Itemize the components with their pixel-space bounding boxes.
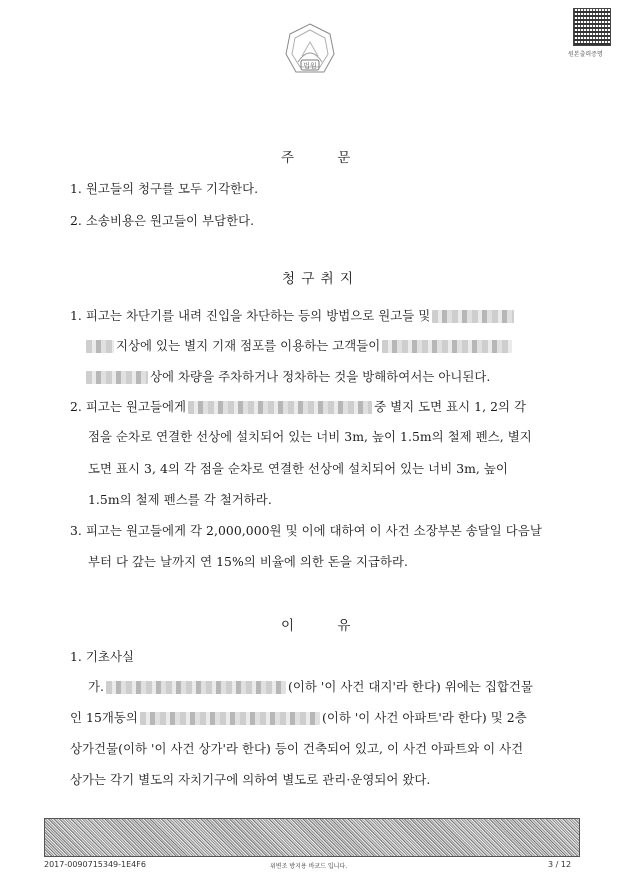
reason-para-line2-text-a: 인 15개동의	[70, 710, 138, 725]
redacted-block	[432, 310, 514, 323]
reason-para-line1-text-a: 가.	[88, 679, 105, 694]
judgment-item-2: 2. 소송비용은 원고들이 부담한다.	[70, 213, 255, 228]
claim-item3-line1: 3. 피고는 원고들에게 각 2,000,000원 및 이에 대하여 이 사건 소장부본 송달일 다음날	[70, 523, 542, 538]
claim-item2-line1	[70, 397, 526, 415]
page-number: 3 / 12	[548, 860, 572, 869]
claim-item1-line1	[70, 306, 516, 324]
claim-item2-line2: 점을 순차로 연결한 선상에 설치되어 있는 너비 3m, 높이 1.5m의 철제 펜스, 별지	[88, 429, 532, 444]
reason-para-line1-text-b: (이하 '이 사건 대지'라 한다) 위에는 집합건물	[288, 679, 533, 694]
judgment-heading: 주 문	[281, 150, 352, 166]
judgment-item-1: 1. 원고들의 청구를 모두 기각한다.	[70, 181, 259, 196]
reason-para-line2-text-b: (이하 '이 사건 아파트'라 한다) 및 2층	[321, 710, 527, 725]
claim-item2-line3: 도면 표시 3, 4의 각 점을 순차로 연결한 선상에 설치되어 있는 너비 3m, 높이	[88, 461, 508, 476]
redacted-block	[140, 712, 320, 725]
claim-item1-line3-text: 상에 차량을 주차하거나 정차하는 것을 방해하여서는 아니된다.	[150, 369, 491, 384]
reason-heading: 이 유	[281, 618, 352, 634]
redacted-block	[382, 340, 512, 353]
seal-text: 법원	[303, 62, 317, 70]
barcode-notice: 위변조 방지용 바코드 입니다.	[270, 863, 348, 870]
claim-item1-line3	[84, 367, 490, 385]
qr-caption: 원본출력증명	[568, 51, 603, 58]
reason-subheading-1: 1. 기초사실	[70, 649, 134, 664]
claim-item2-line1-text-b: 중 별지 도면 표시 1, 2의 각	[374, 399, 527, 414]
claim-item1-line2	[84, 336, 514, 354]
qr-code-image	[573, 8, 611, 46]
redacted-block	[86, 340, 114, 353]
claim-item1-line1-text: 1. 피고는 차단기를 내려 진입을 차단하는 등의 방법으로 원고들 및	[70, 308, 431, 323]
reason-para-line2	[70, 708, 527, 726]
claim-heading: 청 구 취 지	[282, 271, 355, 287]
claim-item2-line4: 1.5m의 철제 펜스를 각 철거하라.	[88, 492, 272, 507]
claim-item1-line2-text: 지상에 있는 별지 기재 점포를 이용하는 고객들이	[116, 338, 381, 353]
redacted-block	[188, 401, 372, 414]
document-id: 2017-0090715349-1E4F6	[44, 860, 146, 869]
reason-para-line3: 상가건물(이하 '이 사건 상가'라 한다) 등이 건축되어 있고, 이 사건 아파트와 이 사건	[70, 741, 524, 756]
court-seal-logo	[284, 22, 336, 84]
anti-forgery-barcode	[44, 818, 580, 857]
redacted-block	[106, 681, 286, 694]
claim-item2-line1-text-a: 2. 피고는 원고들에게	[70, 399, 187, 414]
reason-para-line1	[88, 677, 533, 695]
claim-item3-line2: 부터 다 갚는 날까지 연 15%의 비율에 의한 돈을 지급하라.	[88, 554, 408, 569]
redacted-block	[86, 371, 148, 384]
reason-para-line4: 상가는 각기 별도의 자치기구에 의하여 별도로 관리·운영되어 왔다.	[70, 772, 431, 787]
